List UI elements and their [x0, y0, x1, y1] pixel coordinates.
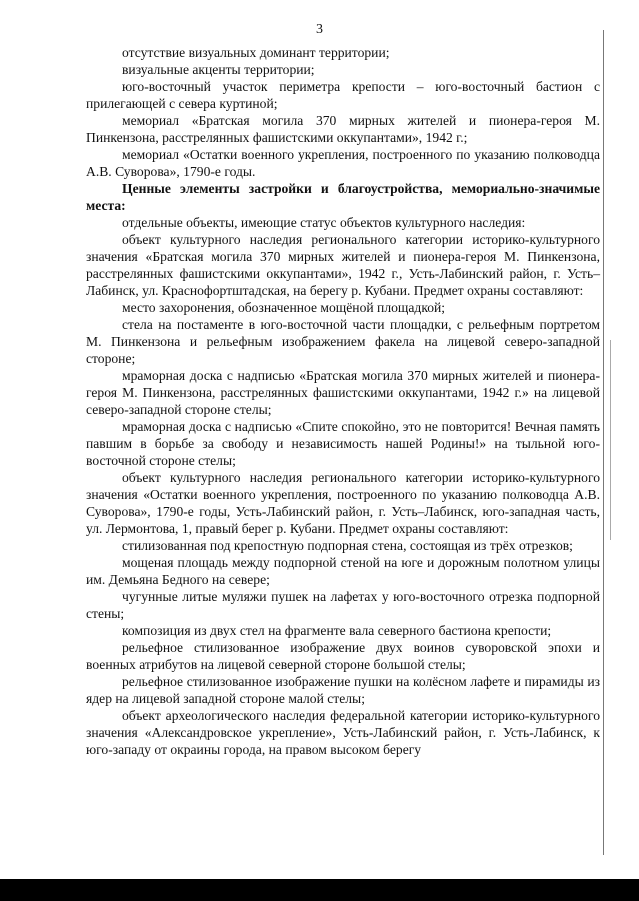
paragraph: место захоронения, обозначенное мощёной площадкой;	[122, 300, 446, 315]
paragraph: чугунные литые муляжи пушек на лафетах у юго-восточного отрезка подпорной стены;	[86, 589, 600, 621]
paragraph: стилизованная под крепостную подпорная стена, состоящая из трёх отрезков;	[122, 538, 573, 553]
document-body	[86, 44, 600, 758]
paragraph: рельефное стилизованное изображение двух воинов суворовской эпохи и военных атрибутов на лицевой северной стороне большой стелы;	[86, 640, 600, 672]
paragraph: юго-восточный участок периметра крепости – юго-восточный бастион с прилегающей с севера куртиной;	[86, 79, 600, 111]
paragraph: стела на постаменте в юго-восточной части площадки, с рельефным портретом М. Пинкензона и рельефным изображением факела на лицевой северо-западной стороне;	[86, 317, 600, 366]
section-heading: Ценные элементы застройки и благоустройства, мемориально-значимые места:	[86, 181, 600, 213]
scan-edge-line-secondary	[610, 340, 611, 540]
paragraph: композиция из двух стел на фрагменте вала северного бастиона крепости;	[122, 623, 552, 638]
page-number: 3	[316, 22, 323, 37]
paragraph: мраморная доска с надписью «Братская могила 370 мирных жителей и пионера-героя М. Пинкензона, расстрелянных фашистскими оккупантами, 1942 г.» на лицевой северо-западной стороне стелы;	[86, 368, 600, 417]
paragraph: визуальные акценты территории;	[122, 62, 315, 77]
paragraph: рельефное стилизованное изображение пушки на колёсном лафете и пирамиды из ядер на лицевой западной стороне малой стелы;	[86, 674, 600, 706]
paragraph: объект культурного наследия регионального категории историко-культурного значения «Братская могила 370 мирных жителей и пионера-героя М. Пинкензона, расстрелянных фашистскими оккупантами», 1942 г., Усть-Лабинский район, г. Усть–Лабинск, ул. Краснофортштадская, на берегу р. Кубани. Предмет охраны составляют:	[86, 232, 600, 298]
scan-edge-line	[603, 30, 604, 855]
paragraph: мемориал «Братская могила 370 мирных жителей и пионера-героя М. Пинкензона, расстрелянных фашистскими оккупантами», 1942 г.;	[86, 113, 600, 145]
paragraph: отдельные объекты, имеющие статус объектов культурного наследия:	[122, 215, 526, 230]
paragraph: объект археологического наследия федеральной категории историко-культурного значения «Александровское укрепление», Усть-Лабинский район, г. Усть-Лабинск, к юго-западу от окраины города, на правом высоком берегу	[86, 708, 600, 757]
paragraph: отсутствие визуальных доминант территории;	[122, 45, 390, 60]
paragraph: мощеная площадь между подпорной стеной на юге и дорожным полотном улицы им. Демьяна Бедного на севере;	[86, 555, 600, 587]
paragraph: мемориал «Остатки военного укрепления, построенного по указанию полководца А.В. Суворова», 1790-е годы.	[86, 147, 600, 179]
scan-bottom-border	[0, 879, 639, 901]
paragraph: мраморная доска с надписью «Спите спокойно, это не повторится! Вечная память павшим в борьбе за свободу и независимость нашей Родины!» на тыльной юго-восточной стороне стелы;	[86, 419, 600, 468]
paragraph: объект культурного наследия регионального категории историко-культурного значения «Остатки военного укрепления, построенного по указанию полководца А.В. Суворова», 1790-е годы, Усть-Лабинский район, г. Усть–Лабинск, юго-западная часть, ул. Лермонтова, 1, правый берег р. Кубани. Предмет охраны составляют:	[86, 470, 600, 536]
